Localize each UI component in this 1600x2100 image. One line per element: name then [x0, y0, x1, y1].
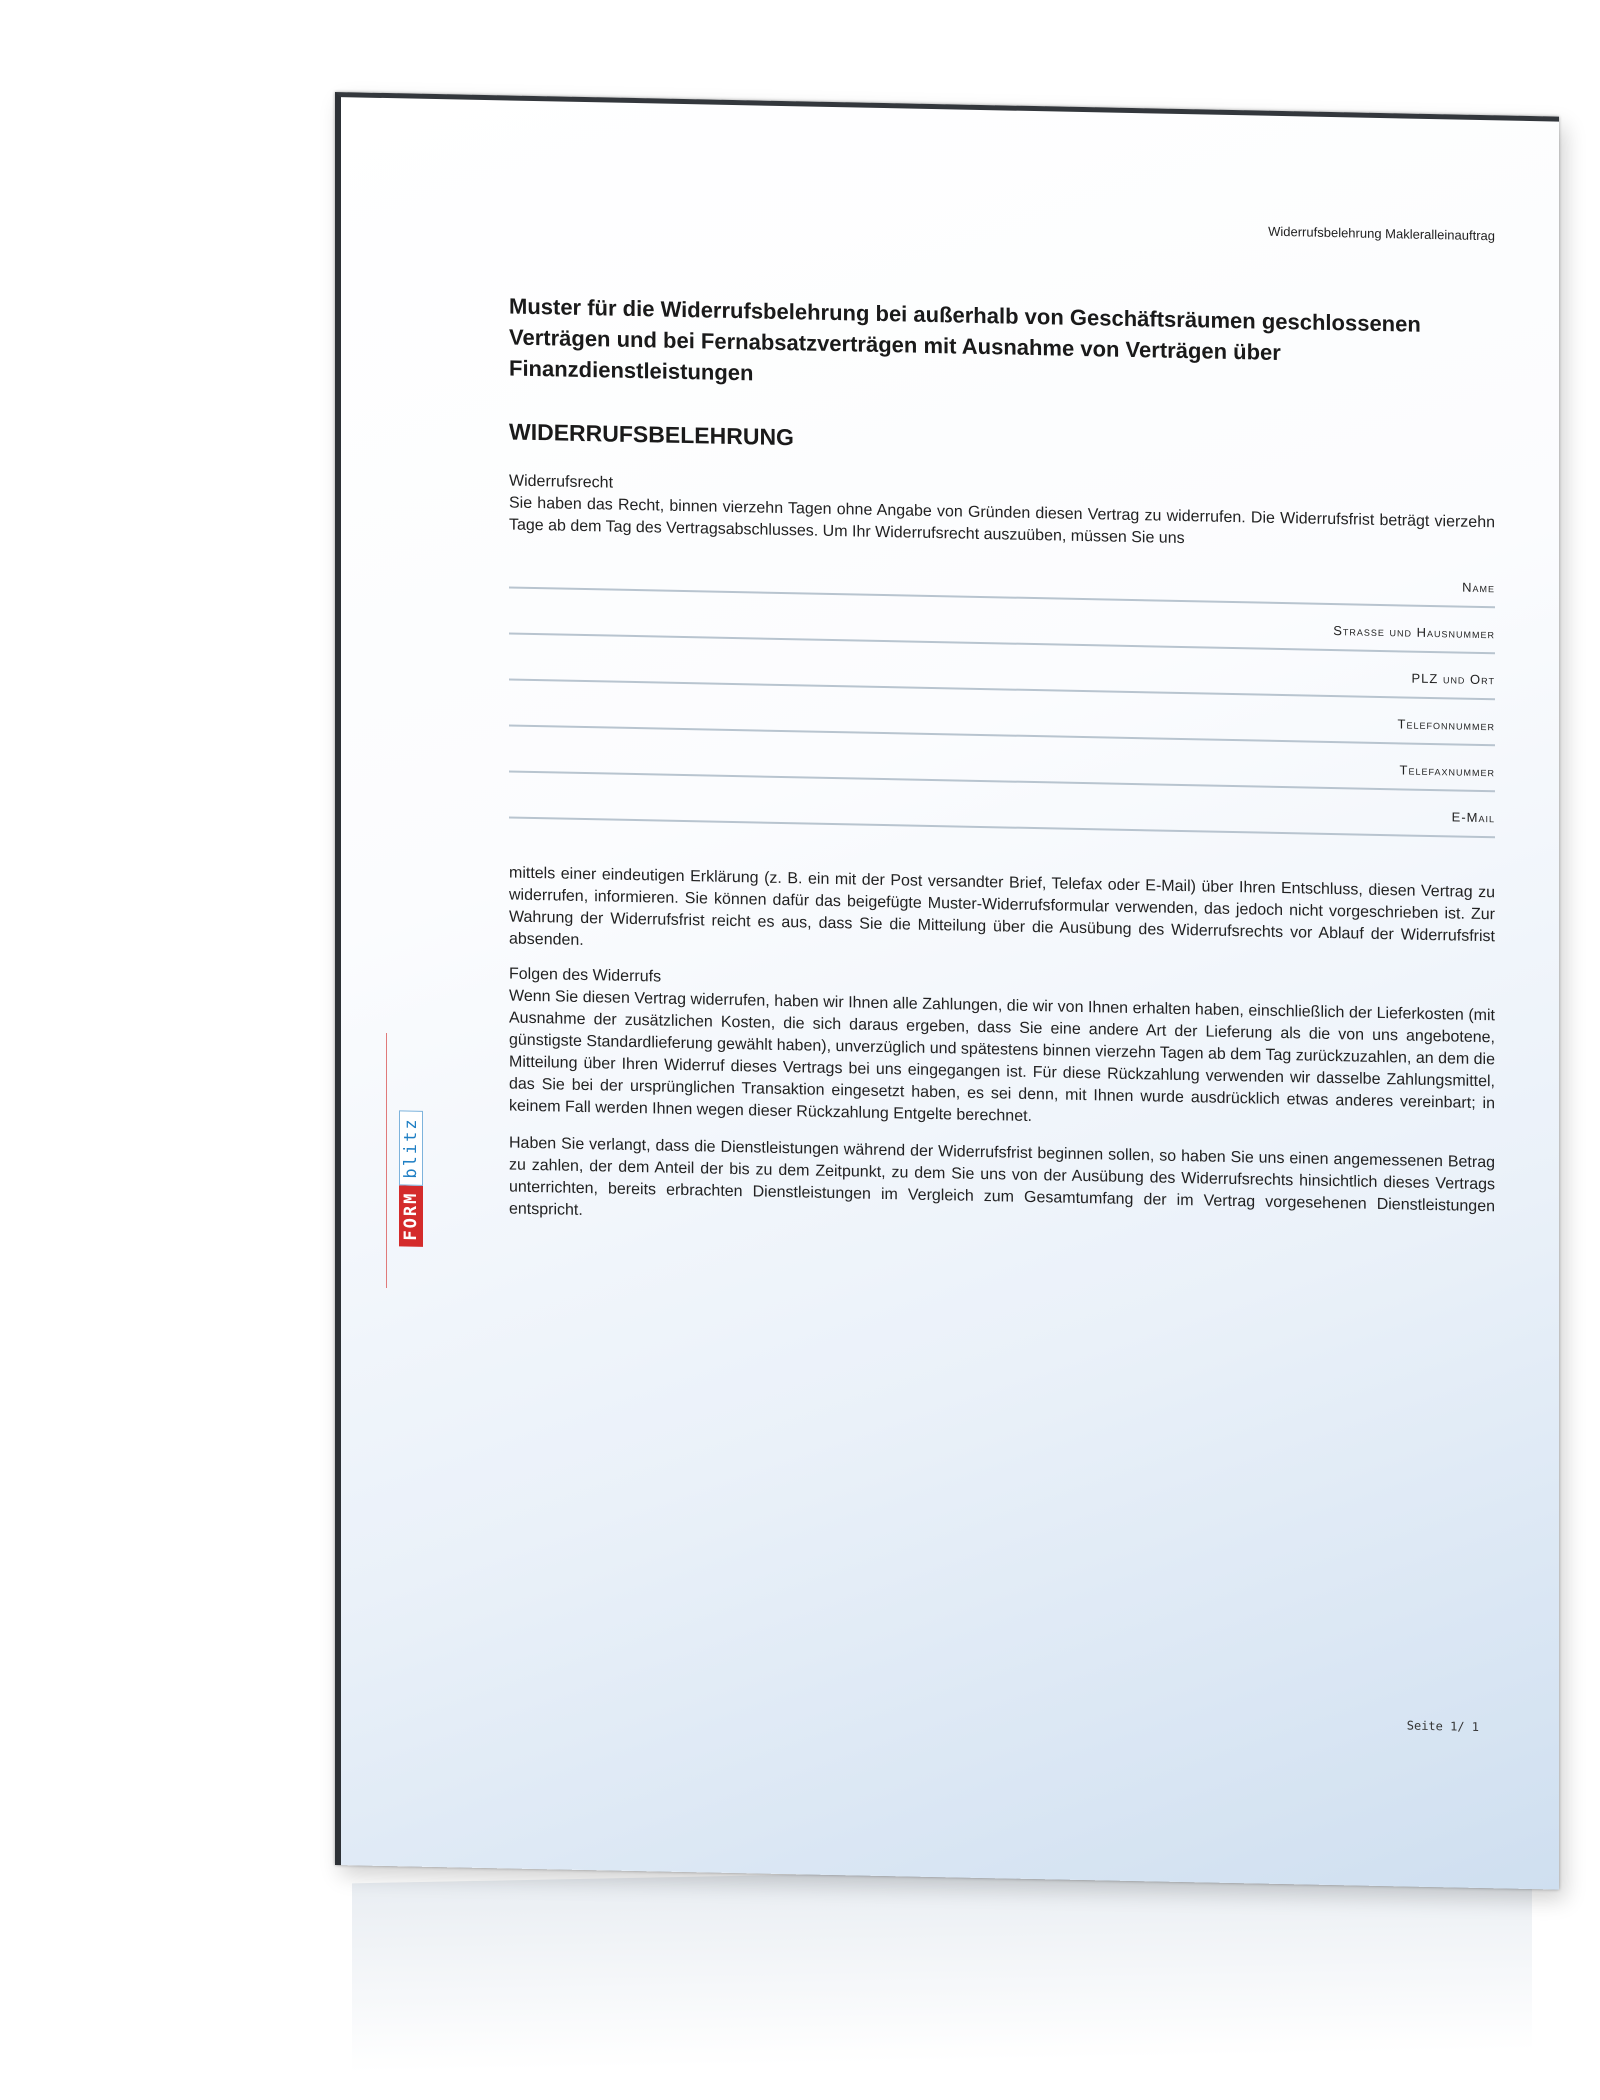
folgen-paragraph [509, 963, 1495, 1137]
field-line [509, 586, 1495, 608]
widerrufsrecht-subheading: Widerrufsrecht [509, 472, 614, 492]
document-title: Muster für die Widerrufsbelehrung bei außerhalb von Geschäftsräumen geschlossenen Verträgen und bei Fernabsatzverträgen mit Ausnahme von Verträgen über Finanzdienstleistungen [509, 293, 1421, 386]
page-number: Seite 1/ 1 [1406, 1718, 1479, 1734]
field-line [509, 678, 1495, 700]
folgen-text: Wenn Sie diesen Vertrag widerrufen, haben wir Ihnen alle Zahlungen, die wir von Ihnen erhalten haben, einschließlich der Lieferkosten (mit Ausnahme der zusätzlichen Kosten, die sich daraus ergeben, dass Sie eine andere Art der Lieferung als die von uns angebotene, günstigste Standardlieferung gewählt haben), unverzüglich und spätestens binnen vierzehn Tagen ab dem Tag zurückzuzahlen, an dem die Mitteilung über Ihren Widerruf dieses Vertrags bei uns eingegangen ist. Für diese Rückzahlung verwenden wir dasselbe Zahlungsmittel, das Sie bei der ursprünglichen Transaktion eingesetzt haben, es sei denn, mit Ihnen wurde ausdrücklich etwas anderes vereinbart; in keinem Fall werden Ihnen wegen dieser Rückzahlung Entgelte berechnet. [509, 987, 1495, 1125]
field-line [509, 770, 1495, 792]
field-label: PLZ und Ort [1411, 670, 1495, 688]
document-page [335, 92, 1559, 1890]
widerrufsrecht-paragraph [509, 470, 1495, 556]
folgen-subheading: Folgen des Widerrufs [509, 965, 662, 986]
mittels-paragraph: mittels einer eindeutigen Erklärung (z. B. ein mit der Post versandter Brief, Telefax oder E-Mail) über Ihren Entschluss, diesen Vertrag zu widerrufen, informieren. Sie können dafür das beigefügte Muster-Widerrufsformular verwenden, das jedoch nicht vorgeschrieben ist. Zur Wahrung der Widerrufsfrist reicht es aus, dass Sie die Mitteilung über die Ausübung des Widerrufsrechts vor Ablauf der Widerrufsfrist absenden. [509, 864, 1495, 949]
field-label: Name [1462, 579, 1495, 596]
address-fields [509, 560, 1495, 856]
field-line [509, 724, 1495, 746]
field-line [509, 816, 1495, 838]
field-label: E-Mail [1451, 809, 1495, 826]
logo-part-blitz: blitz [399, 1110, 423, 1186]
formblitz-logo [399, 1110, 423, 1247]
section-heading: WIDERRUFSBELEHRUNG [509, 418, 794, 451]
field-label: Telefaxnummer [1399, 762, 1495, 780]
page-reflection [352, 1861, 1532, 2074]
dienstleistungen-paragraph: Haben Sie verlangt, dass die Dienstleistungen während der Widerrufsfrist beginnen sollen, so haben Sie uns einen angemessenen Betrag zu zahlen, der dem Anteil der bis zu dem Zeitpunkt, zu dem Sie uns von der Ausübung des Widerrufsrechts hinsichtlich dieses Vertrags unterrichten, bereits erbrachten Dienstleistungen im Vergleich zum Gesamtumfang der im Vertrag vorgesehenen Dienstleistungen entspricht. [509, 1134, 1495, 1219]
field-label: Telefonnummer [1397, 716, 1495, 734]
header-note: Widerrufsbelehrung Makleralleinauftrag [1268, 223, 1495, 244]
brand-divider-line [386, 1033, 387, 1288]
widerrufsrecht-text: Sie haben das Recht, binnen vierzehn Tagen ohne Angabe von Gründen diesen Vertrag zu widerrufen. Die Widerrufsfrist beträgt vierzehn Tage ab dem Tag des Vertragsabschlusses. Um Ihr Widerrufsrecht auszuüben, müssen Sie uns [509, 494, 1495, 548]
field-label: Strasse und Hausnummer [1333, 623, 1495, 642]
logo-part-form: FORM [399, 1185, 423, 1246]
